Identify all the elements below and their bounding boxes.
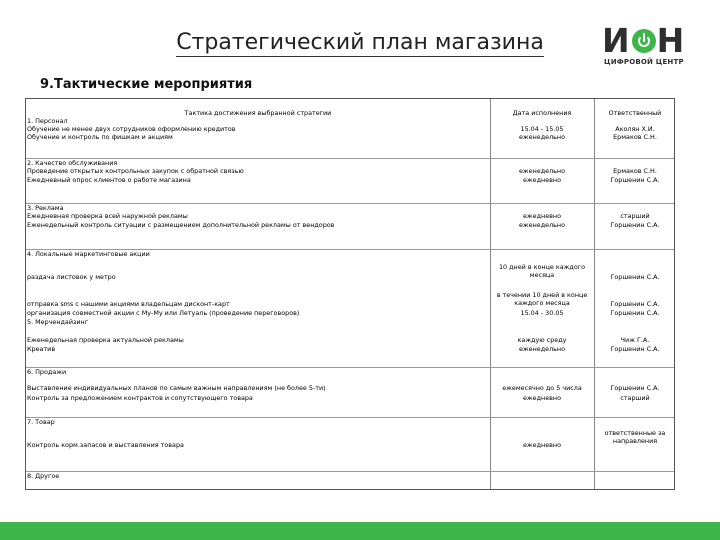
table-row: 8. Другое: [26, 471, 674, 472]
header-responsible: Ответственный: [608, 109, 662, 117]
table-row: 7. Товар: [26, 417, 674, 418]
power-icon: [632, 29, 656, 53]
table-row: 2. Качество обслуживания: [26, 158, 674, 159]
logo-wordmark: И Н: [602, 21, 686, 60]
tactics-table: Тактика достижения выбранной стратегии Дата исполнения Ответственный 1. Персонал Обучение не менее двух сотрудников оформлению кредитов 15.04 - 15.05 Аколян Х.И. Обучение и контроль по фишкам и акциям еженедельно Ермаков С.Н. 2. Качество обслуживания Проведение открытых контрольных закупок с обратной связью еженедельно Ермаков С.Н. Ежедневный опрос клиентов о работе магазина ежедневно Горшенин С.А. 3. Реклама Ежедневная проверка всей наружной рекламы ежедневно старший Еженедельный контроль ситуации с размещением дополнительной рекламы от вендоров еженедельно Горшенин С.А. 4. Локальные маркетинговые акции 10 дней в конце каждого месяца раздача листовок у метро Горшенин С.А. в течении 10 дней в конце каждого месяца отправка sms с нашими акциями владельцам дисконт-карт Горшенин С.А. организация совместной акции с Му-Му или Летуаль (проведение переговоров) 15.04 - 30.05 Горшенин С.А. 5. Мерчендайзинг Еженедельная проверка актуальной рекламы каждую среду Чиж Г.А. Креатив еженедельно Горшенин С.А. 6. Продажи Выставление индивидуальных планов по самым важным направлениям (не более 5-ти) ежемесячно до 5 числа Горшенин С.А. Контроль за предложением контрактов и сопутствующего товара ежедневно старший 7. Товар ответственные за направления Контроль корм.запасов и выставления товара ежедневно 8. Другое: [25, 98, 675, 490]
logo-tagline: ЦИФРОВОЙ ЦЕНТР: [604, 58, 684, 66]
slide-title: Стратегический план магазина: [176, 30, 544, 55]
section-subtitle: 9.Тактические мероприятия: [40, 77, 253, 92]
brand-logo: [600, 21, 700, 70]
table-row: 4. Локальные маркетинговые акции: [26, 249, 674, 250]
header-date: Дата исполнения: [512, 109, 572, 117]
table-row: 3. Реклама: [26, 203, 674, 204]
footer-bar: [0, 522, 720, 540]
table-row: 6. Продажи: [26, 367, 674, 368]
header-tactics: Тактика достижения выбранной стратегии: [184, 109, 332, 117]
